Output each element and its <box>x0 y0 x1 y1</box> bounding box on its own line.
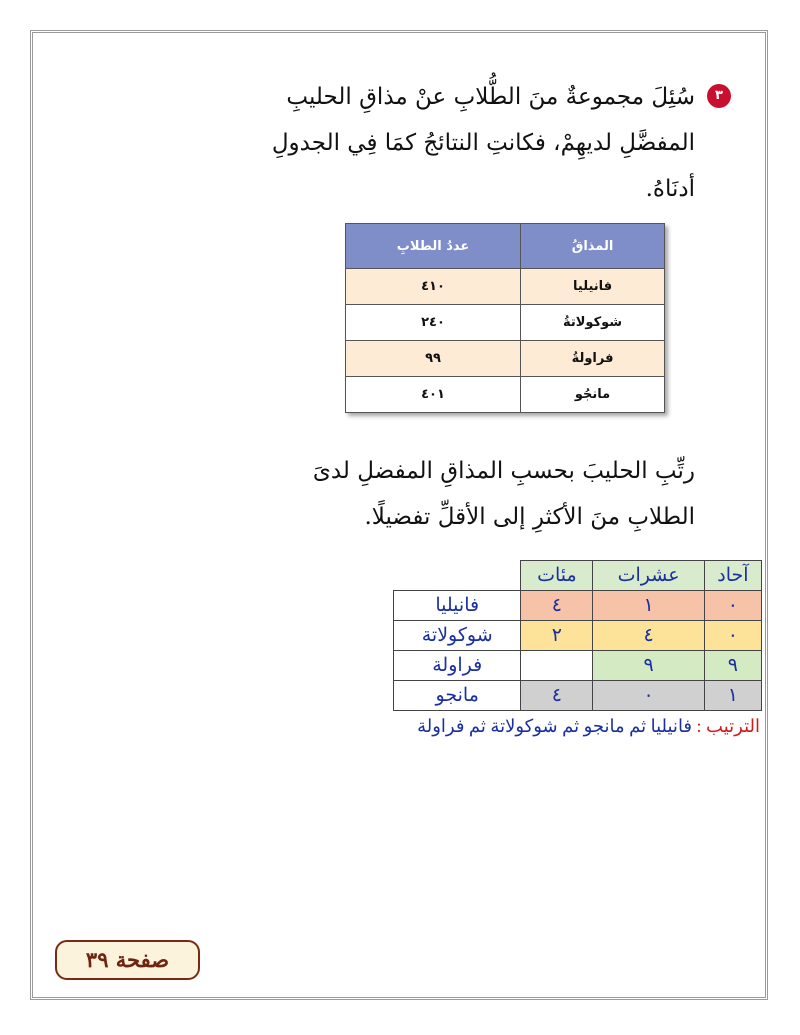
flavor-cell: فراولةُ <box>521 341 665 377</box>
ones-cell: ١ <box>704 681 761 711</box>
question-number-badge: ٣ <box>707 84 731 108</box>
flavor-name-cell: فراولة <box>394 651 521 681</box>
flavor-name-cell: مانجو <box>394 681 521 711</box>
flavor-cell: مانجُو <box>521 377 665 413</box>
count-cell: ٩٩ <box>346 341 521 377</box>
question-intro-text: سُئِلَ مجموعةٌ منَ الطُّلابِ عنْ مذاقِ الحليبِ المفضَّلِ لديهِمْ، فكانتِ النتائجُ كمَا فِي الجدولِ أدنَاهُ. <box>271 84 695 202</box>
ordering-answer <box>360 716 760 737</box>
table-row <box>394 651 762 681</box>
hundreds-cell: ٤ <box>521 591 593 621</box>
header-hundreds: مئات <box>521 561 593 591</box>
count-cell: ٤٠١ <box>346 377 521 413</box>
ones-cell: ٩ <box>704 651 761 681</box>
table-row <box>346 305 665 341</box>
table-row <box>394 681 762 711</box>
tens-cell: ٩ <box>593 651 704 681</box>
empty-corner <box>394 561 521 591</box>
place-value-table <box>393 560 762 711</box>
table-row <box>394 621 762 651</box>
header-flavor: المذاقُ <box>521 224 665 269</box>
question-task-text: رتِّبِ الحليبَ بحسبِ المذاقِ المفضلِ لدىَ الطلابِ منَ الأكثرِ إلى الأقلِّ تفضيلًا. <box>312 458 695 530</box>
hundreds-cell: ٤ <box>521 681 593 711</box>
page-number-badge: صفحة ٣٩ <box>55 940 200 980</box>
flavor-cell: فانيليا <box>521 269 665 305</box>
flavor-name-cell: فانيليا <box>394 591 521 621</box>
ones-cell: ٠ <box>704 621 761 651</box>
table-row <box>394 591 762 621</box>
header-ones: آحاد <box>704 561 761 591</box>
flavor-cell: شوكولاتةُ <box>521 305 665 341</box>
header-student-count: عددُ الطلابِ <box>346 224 521 269</box>
tens-cell: ١ <box>593 591 704 621</box>
table-row <box>346 341 665 377</box>
hundreds-cell <box>521 651 593 681</box>
count-cell: ٢٤٠ <box>346 305 521 341</box>
count-cell: ٤١٠ <box>346 269 521 305</box>
header-tens: عشرات <box>593 561 704 591</box>
flavor-results-table <box>345 223 665 413</box>
table-row <box>346 377 665 413</box>
hundreds-cell: ٢ <box>521 621 593 651</box>
place-value-header-row <box>394 561 762 591</box>
answer-text: فانيليا ثم مانجو ثم شوكولاتة ثم فراولة <box>417 716 693 736</box>
table-row <box>346 269 665 305</box>
flavor-name-cell: شوكولاتة <box>394 621 521 651</box>
tens-cell: ٠ <box>593 681 704 711</box>
answer-label: الترتيب : <box>696 716 760 736</box>
ones-cell: ٠ <box>704 591 761 621</box>
tens-cell: ٤ <box>593 621 704 651</box>
